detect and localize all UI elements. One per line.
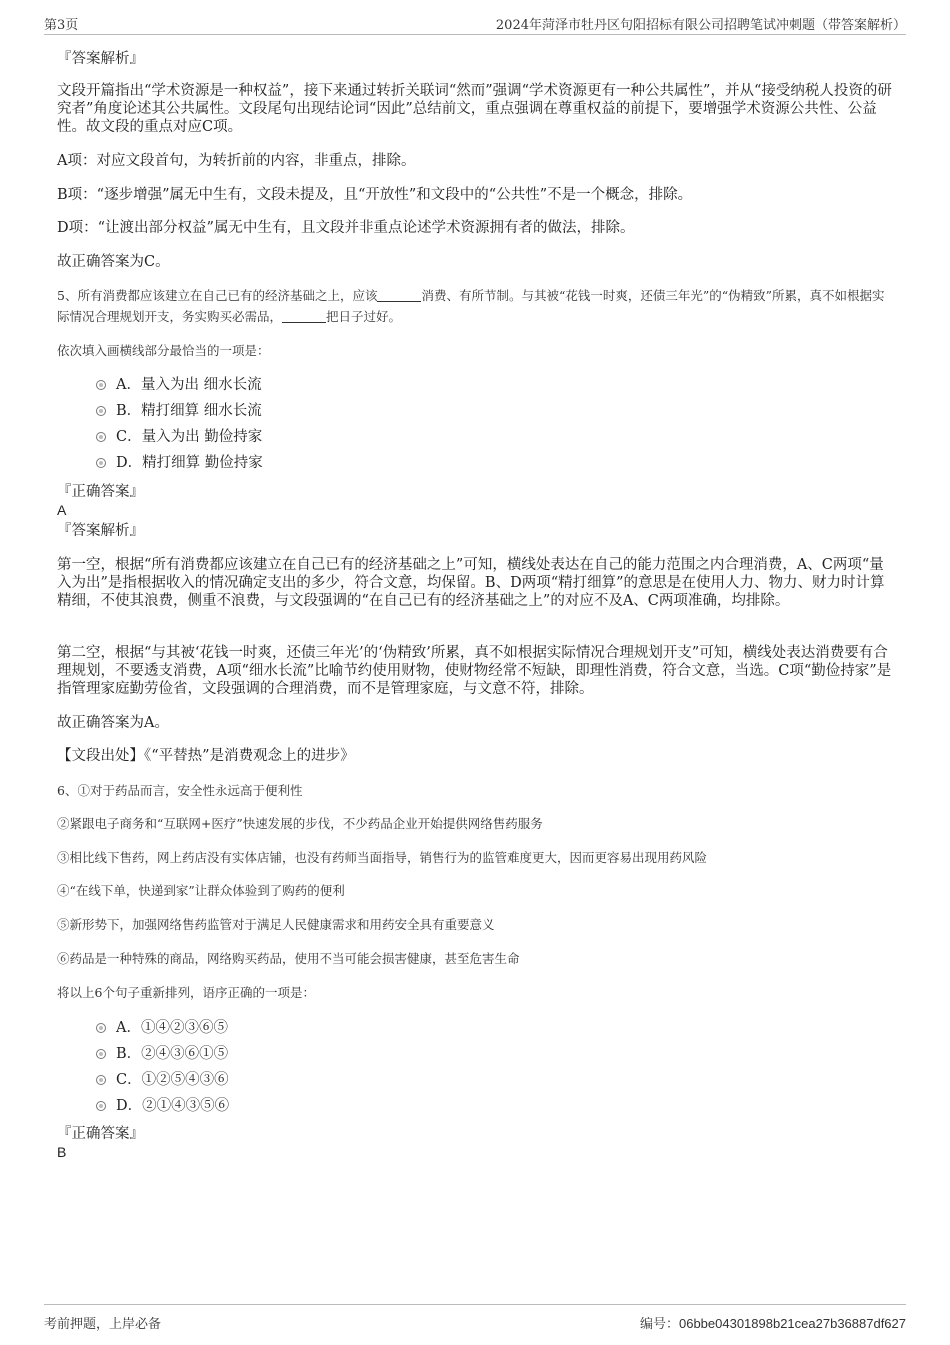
document-title: 2024年菏泽市牡丹区句阳招标有限公司招聘笔试冲刺题（带答案解析） (495, 18, 906, 33)
radio-icon[interactable] (96, 1023, 106, 1033)
q4-analysis-option-a: A项：对应文段首句，为转折前的内容，非重点，排除。 (57, 153, 416, 169)
footer-slogan: 考前押题，上岸必备 (44, 1317, 162, 1332)
radio-icon[interactable] (96, 1101, 106, 1111)
q5-option-b[interactable]: B．精打细算 细水长流 (96, 401, 262, 421)
radio-icon[interactable] (96, 458, 106, 468)
q6-sentence-5: ⑤新形势下，加强网络售药监管对于满足人民健康需求和用药安全具有重要意义 (57, 917, 495, 932)
page-number: 第3页 (44, 18, 79, 33)
q5-correct-answer: A (57, 502, 67, 518)
document-code: 编号：06bbe04301898b21cea27b36887df627 (639, 1316, 906, 1332)
page-footer (44, 1304, 906, 1335)
q4-conclusion: 故正确答案为C。 (57, 254, 170, 270)
q6-sentence-1: 6、①对于药品而言，安全性永远高于便利性 (57, 783, 303, 798)
radio-icon[interactable] (96, 1075, 106, 1085)
page-header (44, 14, 906, 35)
q5-analysis-label: 『答案解析』 (57, 523, 144, 539)
q6-correct-answer: B (57, 1144, 67, 1160)
radio-icon[interactable] (96, 432, 106, 442)
q5-source: 【文段出处】《“平替热”是消费观念上的进步》 (57, 748, 355, 764)
fill-blank-1 (377, 289, 421, 302)
q4-analysis-option-d: D项：“让渡出部分权益”属无中生有，且文段并非重点论述学术资源拥有者的做法，排除。 (57, 220, 635, 236)
q6-sentence-6: ⑥药品是一种特殊的商品，网络购买药品，使用不当可能会损害健康，甚至危害生命 (57, 951, 520, 966)
q6-option-c[interactable]: C．①②⑤④③⑥ (96, 1070, 229, 1090)
radio-icon[interactable] (96, 406, 106, 416)
q5-prompt: 依次填入画横线部分最恰当的一项是： (57, 343, 270, 358)
radio-icon[interactable] (96, 1049, 106, 1059)
q5-option-d[interactable]: D．精打细算 勤俭持家 (96, 453, 263, 473)
q5-conclusion: 故正确答案为A。 (57, 715, 169, 731)
q5-stem: 5、所有消费都应该建立在自己已有的经济基础之上，应该 消费、有所节制。与其被“花钱一时爽，还债三年光”的“伪精致”所累，真不如根据实际情况合理规划开支，务实购买必需品， 把日子过好。 (57, 288, 885, 324)
q6-option-b[interactable]: B．②④③⑥①⑤ (96, 1044, 228, 1064)
radio-icon[interactable] (96, 380, 106, 390)
q6-sentence-2: ②紧跟电子商务和“互联网+医疗”快速发展的步伐，不少药品企业开始提供网络售药服务 (57, 816, 543, 831)
fill-blank-2 (282, 310, 326, 323)
q5-option-a[interactable]: A．量入为出 细水长流 (96, 375, 262, 395)
q4-analysis-option-b: B项：“逐步增强”属无中生有，文段未提及，且“开放性”和文段中的“公共性”不是一个概念，排除。 (57, 187, 693, 203)
q4-analysis-paragraph: 文段开篇指出“学术资源是一种权益”，接下来通过转折关联词“然而”强调“学术资源更有一种公共属性”，并从“接受纳税人投资的研究者”角度论述其公共属性。文段尾句出现结论词“因此”总结前文，重点强调在尊重权益的前提下，要增强学术资源公共性、公益性。故文段的重点对应C项。 (57, 83, 892, 135)
q6-prompt: 将以上6个句子重新排列，语序正确的一项是： (57, 985, 315, 1000)
q5-analysis-paragraph-1: 第一空，根据“所有消费都应该建立在自己已有的经济基础之上”可知，横线处表达在自己的能力范围之内合理消费，A、C两项“量入为出”是指根据收入的情况确定支出的多少，符合文意，均保留。B、D两项“精打细算”的意思是在使用人力、物力、财力时计算精细，不使其浪费，侧重不浪费，与文段强调的“在自己已有的经济基础之上”的对应不及A、C两项准确，均排除。 (57, 557, 885, 609)
q6-option-a[interactable]: A．①④②③⑥⑤ (96, 1018, 228, 1038)
q6-option-d[interactable]: D．②①④③⑤⑥ (96, 1096, 229, 1116)
q4-analysis-label: 『答案解析』 (57, 51, 144, 67)
q5-analysis-paragraph-2: 第二空，根据“与其被‘花钱一时爽，还债三年光’的‘伪精致’所累，真不如根据实际情况合理规划开支”可知，横线处表达消费要有合理规划，不要透支消费，A项“细水长流”比喻节约使用财物，使财物经常不短缺，即理性消费，符合文意，当选。C项“勤俭持家”是指管理家庭勤劳俭省，文段强调的合理消费，而不是管理家庭，与文意不符，排除。 (57, 645, 892, 697)
q5-correct-label: 『正确答案』 (57, 484, 144, 500)
q5-option-c[interactable]: C．量入为出 勤俭持家 (96, 427, 262, 447)
q6-sentence-3: ③相比线下售药，网上药店没有实体店铺，也没有药师当面指导，销售行为的监管难度更大，因而更容易出现用药风险 (57, 850, 708, 865)
q6-correct-label: 『正确答案』 (57, 1126, 144, 1142)
q6-sentence-4: ④“在线下单，快递到家”让群众体验到了购药的便利 (57, 883, 345, 898)
